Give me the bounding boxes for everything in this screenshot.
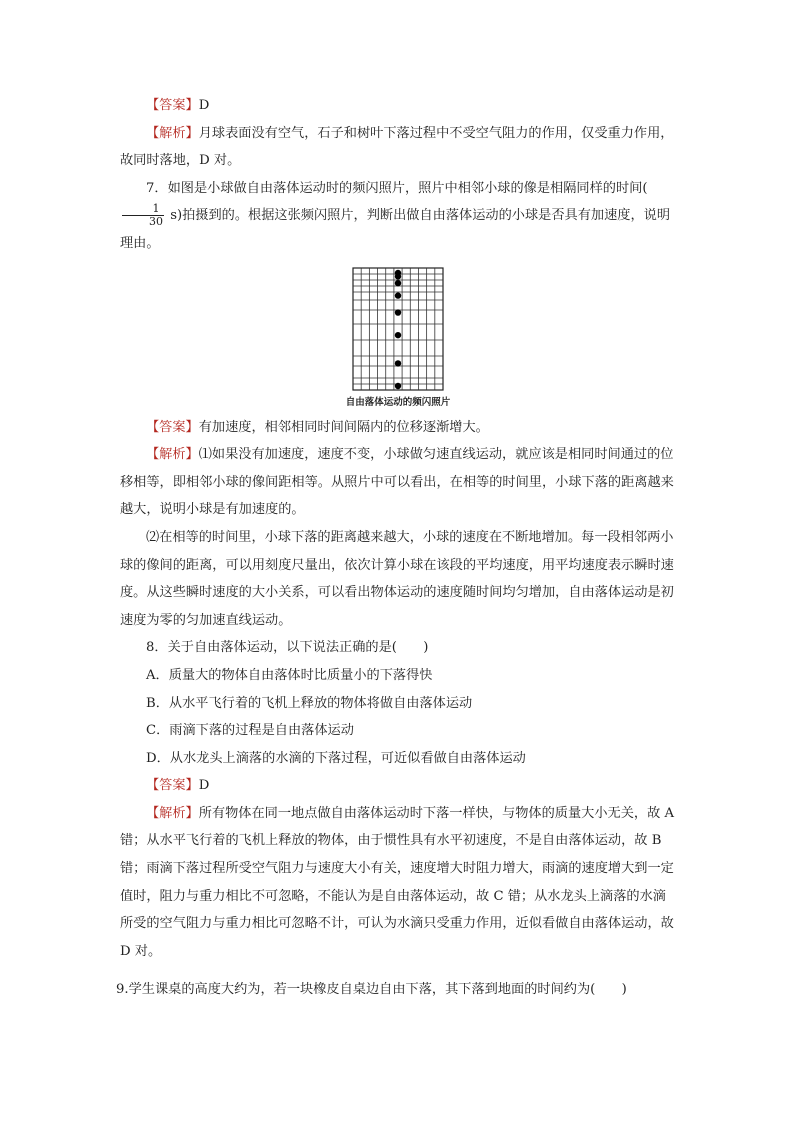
answer-7: 【答案】有加速度，相邻相同时间间隔内的位移逐渐增大。	[146, 419, 489, 435]
answer-tag: 【答案】	[146, 778, 199, 794]
answer-tag: 【答案】	[146, 419, 199, 435]
answer-tag: 【答案】	[146, 98, 199, 113]
option-d: D．从水龙头上滴落的水滴的下落过程，可近似看做自由落体运动	[146, 750, 526, 766]
analysis-tag: 【解析】	[146, 447, 199, 463]
option-a: A．质量大的物体自由落体时比质量小的下落得快	[146, 667, 433, 683]
option-c: C．雨滴下落的过程是自由落体运动	[146, 723, 354, 739]
strobe-photo-figure	[120, 266, 676, 410]
analysis-6: 【解析】月球表面没有空气，石子和树叶下落过程中不受空气阻力的作用，仅受重力作用，故同时落地，D 对。	[120, 125, 674, 169]
analysis-8: 【解析】所有物体在同一地点做自由落体运动时下落一样快，与物体的质量大小无关，故 A 错；从水平飞行着的飞机上释放的物体，由于惯性具有水平初速度，不是自由落体运动，故 B 错；雨滴下落过程所受空气阻力与速度大小有关，速度增大时阻力增大，雨滴的速度增大到一定值时，阻力与重力相比不可忽略，不能认为是自由落体运动，故 C 错；从水龙头上滴落的水滴所受的空气阻力与重力相比可忽略不计，可认为水滴只受重力作用，近似看做自由落体运动，故 D 对。	[120, 805, 675, 959]
analysis-tag: 【解析】	[146, 805, 199, 821]
strobe-photo	[349, 266, 447, 394]
ball-image	[395, 280, 401, 286]
ball-image	[395, 332, 401, 338]
analysis-7-part2: ⑵在相等的时间里，小球下落的距离越来越大，小球的速度在不断地增加。每一段相邻两小球的像间的距离，可以用刻度尺量出，依次计算小球在该段的平均速度，用平均速度表示瞬时速度。从这些瞬时速度的大小关系，可以看出物体运动的速度随时间均匀增加，自由落体运动是初速度为零的匀加速直线运动。	[120, 529, 674, 628]
figure-caption: 自由落体运动的频闪照片	[345, 396, 451, 408]
question-8: 8．关于自由落体运动，以下说法正确的是( )	[146, 640, 429, 656]
fraction: $\frac{1}{30}$	[122, 203, 164, 228]
ball-image	[395, 292, 401, 298]
question-9: 9.学生课桌的高度大约为，若一块橡皮自桌边自由下落，其下落到地面的时间约为( )	[116, 982, 627, 997]
analysis-7: 【解析】⑴如果没有加速度，速度不变，小球做匀速直线运动，就应该是相同时间通过的位移相等，即相邻小球的像间距相等。从照片中可以看出，在相等的时间里，小球下落的距离越来越大，说明小球是有加速度的。	[120, 447, 674, 518]
ball-image	[395, 360, 401, 366]
ball-image	[395, 382, 401, 388]
option-b: B．从水平飞行着的飞机上释放的物体将做自由落体运动	[146, 695, 473, 711]
answer-6: 【答案】D	[146, 98, 210, 113]
ball-image	[395, 273, 401, 279]
ball-image	[395, 309, 401, 315]
document-body	[120, 92, 676, 965]
answer-8: 【答案】D	[146, 778, 210, 794]
analysis-tag: 【解析】	[146, 125, 199, 141]
question-7: 7．如图是小球做自由落体运动时的频闪照片，照片中相邻小球的像是相隔同样的时间( $\frac{1}{30}$ s)拍摄到的。根据这张频闪照片，判断出做自由落体运动的小球是否具有加速度，说明理由。	[120, 180, 671, 251]
